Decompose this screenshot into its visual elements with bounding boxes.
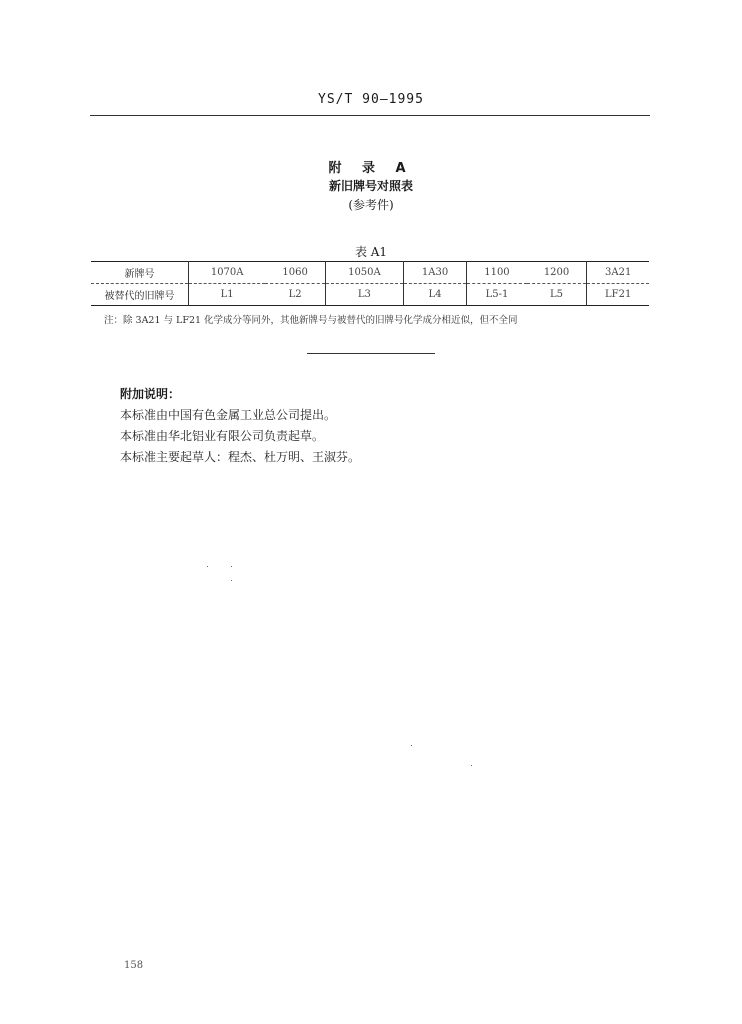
appendix-note: (参考件): [348, 198, 394, 212]
table-cell: 1100: [467, 262, 527, 284]
table-cell: 1060: [265, 262, 325, 284]
table-cell: L4: [403, 284, 466, 306]
table-cell: L2: [265, 284, 325, 306]
page-number: 158: [124, 960, 144, 971]
section-end-rule: [307, 353, 435, 354]
scan-speck: [231, 580, 232, 581]
appendix-title: 附 录 A: [328, 161, 414, 176]
table-cell: L5: [527, 284, 587, 306]
table-cell: L1: [220, 289, 234, 300]
table-cell: 3A21: [587, 262, 649, 284]
appendix-subtitle: 新旧牌号对照表: [328, 179, 413, 193]
scan-speck: [471, 765, 472, 766]
table-cell: 1200: [527, 262, 587, 284]
table-row-new-grade: [91, 262, 649, 284]
table-cell: L5-1: [485, 289, 509, 300]
header-rule: [90, 115, 650, 116]
table-footnote: 注：除 3A21 与 LF21 化学成分等同外，其他新牌号与被替代的旧牌号化学成分相近似，但不全同: [104, 315, 518, 326]
table-cell: LF21: [605, 289, 632, 300]
scan-speck: [231, 566, 232, 567]
scan-speck: [411, 745, 412, 746]
standard-code: YS/T 90—1995: [318, 92, 424, 107]
table-caption: 表 A1: [354, 245, 388, 259]
row-label-new-grade: 新牌号: [91, 262, 189, 284]
additional-info-title: 附加说明：: [120, 387, 181, 401]
table-cell: L3: [325, 284, 403, 306]
scan-speck: [207, 566, 208, 567]
grade-comparison-table: [91, 261, 649, 306]
additional-info-line: 本标准由华北铝业有限公司负责起草。: [120, 429, 325, 443]
row-label-old-grade: 被替代的旧牌号: [91, 284, 189, 306]
table-cell: 1A30: [403, 262, 466, 284]
additional-info-line: 本标准主要起草人：程杰、杜万明、王淑芬。: [120, 450, 361, 464]
table-cell: 1050A: [325, 262, 403, 284]
table-cell: 1070A: [189, 262, 266, 284]
additional-info-line: 本标准由中国有色金属工业总公司提出。: [120, 408, 337, 422]
table-row-old-grade: [91, 284, 649, 306]
